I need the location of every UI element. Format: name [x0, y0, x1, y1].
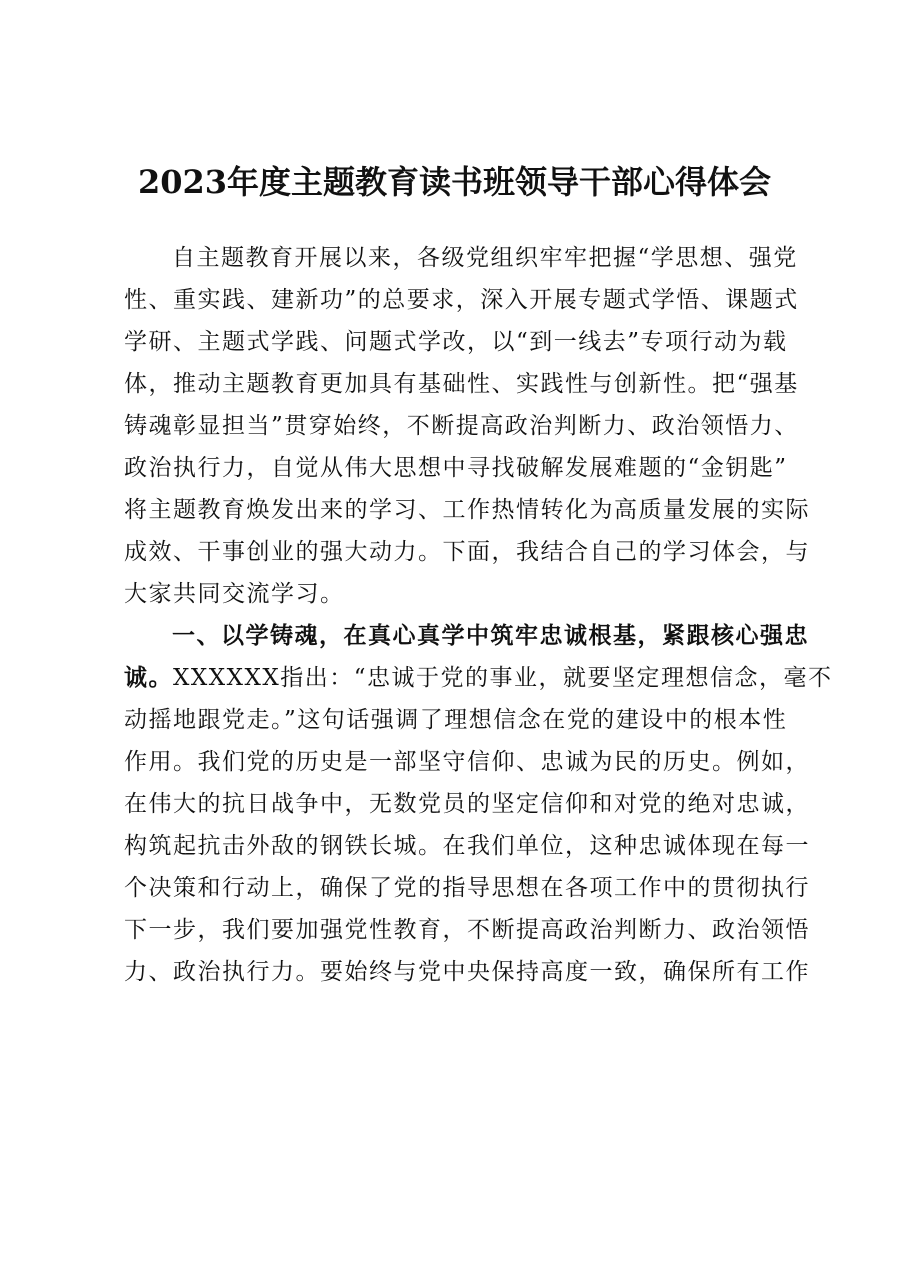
paragraph1-line: 学研、主题式学践、问题式学改，以“到一线去”专项行动为载 [124, 329, 788, 355]
section1-heading-end: 诚。 [124, 664, 173, 691]
document-title: 2023年度主题教育读书班领导干部心得体会 [137, 163, 772, 201]
paragraph1-line: 政治执行力，自觉从伟大思想中寻找破解发展难题的“金钥匙” [124, 455, 788, 481]
document-body [124, 237, 833, 993]
section1-heading-line1: 一、以学铸魂，在真心真学中筑牢忠诚根基，紧跟核心强忠 [172, 622, 809, 649]
paragraph1-line: 自主题教育开展以来，各级党组织牢牢把握“学思想、强党 [172, 245, 798, 271]
paragraph1-line: 将主题教育焕发出来的学习、工作热情转化为高质量发展的实际 [124, 497, 810, 523]
paragraph1-line: 铸魂彰显担当”贯穿始终，不断提高政治判断力、政治领悟力、 [124, 413, 799, 439]
section1-line: 作用。我们党的历史是一部坚守信仰、忠诚为民的历史。例如， [124, 749, 810, 775]
paragraph1-line: 体，推动主题教育更加具有基础性、实践性与创新性。把“强基 [124, 371, 799, 397]
section1-line: 构筑起抗击外敌的钢铁长城。在我们单位，这种忠诚体现在每一 [124, 833, 810, 859]
section1-line: 下一步，我们要加强党性教育，不断提高政治判断力、政治领悟 [124, 917, 810, 943]
section1-line: 个决策和行动上，确保了党的指导思想在各项工作中的贯彻执行 [124, 875, 810, 901]
section1-line: 力、政治执行力。要始终与党中央保持高度一致，确保所有工作 [124, 959, 810, 985]
section1-heading-line2 [124, 657, 833, 699]
paragraph1-line: 性、重实践、建新功”的总要求，深入开展专题式学悟、课题式 [124, 287, 799, 313]
paragraph1-line: 大家共同交流学习。 [124, 581, 345, 607]
section1-line: 动摇地跟党走。”这句话强调了理想信念在党的建设中的根本性 [124, 707, 788, 733]
section1-line: 在伟大的抗日战争中，无数党员的坚定信仰和对党的绝对忠诚， [124, 791, 810, 817]
section1-quote-start: XXXXXX指出：“忠诚于党的事业，就要坚定理想信念，毫不 [173, 665, 833, 691]
paragraph1-line: 成效、干事创业的强大动力。下面，我结合自己的学习体会，与 [124, 539, 810, 565]
